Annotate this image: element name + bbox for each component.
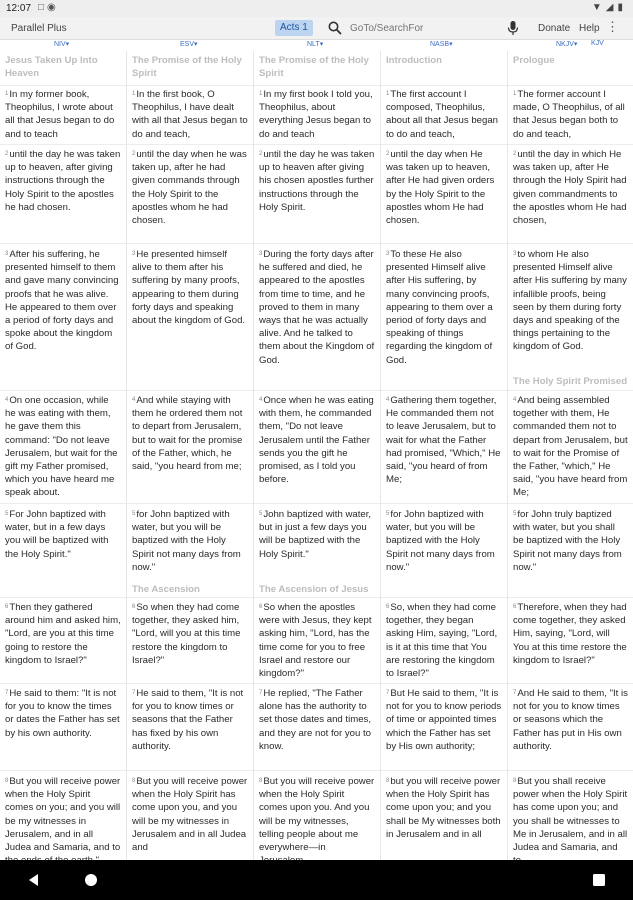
more-options-icon[interactable]: ⋮ (606, 19, 619, 34)
verse-cell[interactable]: $^8$but you will receive power when the Holy Spirit has come upon you; and you shall be My witnesses both in Jerusalem and in all (386, 776, 501, 840)
verse-cell[interactable]: $^6$Therefore, when they had come together, they asked Him, saying, "Lord, will You at this time restore the kingdom to Israel?" (513, 602, 627, 666)
section-heading: The Promise of the Holy Spirit (132, 55, 242, 80)
verse-cell[interactable]: $^5$for John baptized with water, but you will be baptized with the Holy Spirit not many days from now." (132, 509, 241, 573)
verse-cell[interactable]: $^5$for John baptized with water, but you will be baptized with the Holy Spirit not many days from now." (386, 509, 495, 573)
home-icon[interactable] (83, 872, 99, 888)
section-heading: The Ascension (132, 584, 200, 595)
verse-cell[interactable]: $^7$But He said to them, "It is not for you to know periods of time or appointed times which the Father has set by His own authority; (386, 688, 502, 752)
verse-cell[interactable]: $^8$But you shall receive power when the Holy Spirit has come upon you; and you shall be witnesses to Me in Jerusalem, and in all Judea and Samaria, and (513, 776, 628, 854)
app-toolbar (0, 17, 633, 40)
verse-cell[interactable]: $^7$He said to them, "It is not for you to know times or seasons that the Father has fixed by his own authority. (132, 688, 244, 752)
verse-cell[interactable]: $^6$Then they gathered around him and asked him, "Lord, are you at this time going to restore the kingdom to Israel?" (5, 602, 121, 666)
verse-cell[interactable]: $^5$John baptized with water, but in just a few days you will be baptized with the Holy Spirit." (259, 509, 372, 560)
verse-cell[interactable]: $^5$for John truly baptized with water, but you shall be baptized with the Holy Spirit not many days from now." (513, 509, 622, 573)
verse-cell[interactable]: $^7$And He said to them, "It is not for you to know times or seasons which the Father has put in His own authority. (513, 688, 628, 752)
verse-cell[interactable]: $^2$until the day he was taken up to heaven, after giving instructions through the Holy Spirit to the apostles he had chosen. (5, 149, 121, 213)
verse-cell[interactable]: $^6$So when they had come together, they asked him, "Lord, will you at this time restore the kingdom to Israel?" (132, 602, 241, 666)
verse-cell[interactable]: $^1$The former account I made, O Theophilus, of all that Jesus began both to do and teach, (513, 89, 625, 140)
version-header-kjv[interactable]: KJV (591, 40, 604, 47)
verse-cell[interactable]: $^7$He said to them: "It is not for you to know the times or dates the Father has set by his own authority. (5, 688, 120, 739)
verse-cell[interactable]: $^4$And being assembled together with them, He commanded them not to depart from Jerusalem, but to wait for the Promise of the Father, "which," He said, "you have heard from Me; (513, 395, 628, 499)
verse-cell[interactable]: $^8$But you will receive power when the Holy Spirit has come upon you, and you will be my witnesses in Jerusalem and in all Judea and (132, 776, 248, 854)
column-esv[interactable] (127, 51, 253, 860)
verse-cell[interactable]: $^3$To these He also presented Himself alive after His suffering, by many convincing proofs, appearing to them over a period of forty days and speaking of things regarding the kingdom of God. (386, 249, 493, 366)
version-header-nlt[interactable]: NLT▾ (307, 41, 324, 48)
verse-cell[interactable]: $^6$So, when they had come together, they began asking Him, saying, "Lord, is it at this time that You are restoring the kingdom to Israel?" (386, 602, 498, 680)
verse-cell[interactable]: $^4$And while staying with them he ordered them not to depart from Jerusalem, but to wait for the promise of the Father, which, he said, "you heard from me; (132, 395, 243, 473)
verse-cell[interactable]: $^2$until the day in which He was taken up, after He through the Holy Spirit had given commandments to the apostles whom He had chosen, (513, 149, 627, 227)
system-icons: ▼◢▮ (591, 2, 627, 13)
notification-icons: □◉ (38, 2, 59, 13)
app-title: Parallel Plus (11, 23, 67, 34)
verse-cell[interactable]: $^3$to whom He also presented Himself alive after His suffering by many infallible proofs, being seen by them during forty days and speaking of the things pertaining to the kingdom of God. (513, 249, 627, 353)
status-time: 12:07 (6, 3, 32, 14)
section-heading: The Ascension of Jesus (259, 584, 369, 595)
back-icon[interactable] (26, 872, 42, 888)
version-headers (0, 40, 633, 51)
verse-cell[interactable]: $^3$He presented himself alive to them after his suffering by many proofs, appearing to them during forty days and speaking about the kingdom of God. (132, 249, 246, 327)
status-bar (0, 0, 633, 17)
verse-cell[interactable]: $^2$until the day he was taken up to heaven after giving his chosen apostles further instructions through the Holy Spirit. (259, 149, 375, 213)
verse-cell[interactable]: $^2$until the day when he was taken up, after he had given commands through the Holy Spirit to the apostles whom he had chosen. (132, 149, 247, 227)
verse-cell[interactable]: $^4$On one occasion, while he was eating with them, he gave them this command: "Do not leave Jerusalem, but wait for the gift my Father promised, which you have heard me speak about. (5, 395, 118, 499)
section-heading: The Promise of the Holy Spirit (259, 55, 369, 80)
reference-button[interactable]: Acts 1 (275, 20, 313, 36)
verse-cell[interactable]: $^8$But you will receive power when the Holy Spirit comes upon you. And you will be my witnesses, telling people about me everywhere—in (259, 776, 375, 854)
verse-cell[interactable]: $^1$In the first book, O Theophilus, I have dealt with all that Jesus began to do and teach, (132, 89, 248, 140)
verse-cell[interactable]: $^1$In my former book, Theophilus, I wrote about all that Jesus began to do and to teach (5, 89, 115, 140)
version-header-esv[interactable]: ESV▾ (180, 41, 198, 48)
donate-button[interactable]: Donate (538, 23, 571, 34)
recent-apps-icon[interactable] (591, 872, 607, 888)
section-heading: Jesus Taken Up Into Heaven (5, 55, 98, 80)
verse-cell[interactable]: $^3$During the forty days after he suffered and died, he appeared to the apostles from time to time, and he proved to them in many ways that he was actually alive. And he talked to them about the Kingdom of God. (259, 249, 375, 366)
verse-cell[interactable]: $^4$Gathering them together, He commanded them not to leave Jerusalem, but to wait for what the Father had promised, "Which," He said, "you heard of from Me; (386, 395, 501, 486)
verse-cell[interactable]: $^3$After his suffering, he presented himself to them and gave many convincing proofs that he was alive. He appeared to them over a period of forty days and spoke about the kingdom of God. (5, 249, 119, 353)
search-icon[interactable] (327, 20, 343, 36)
verse-cell[interactable]: $^1$The first account I composed, Theophilus, about all that Jesus began to do and teach, (386, 89, 499, 140)
search-input[interactable] (350, 21, 500, 35)
column-nasb[interactable] (381, 51, 507, 860)
verse-cell[interactable]: $^1$In my first book I told you, Theophilus, about everything Jesus began to do and teach (259, 89, 373, 140)
help-button[interactable]: Help (579, 23, 600, 34)
section-heading: Prologue (513, 55, 555, 66)
verse-cell[interactable]: $^4$Once when he was eating with them, he commanded them, "Do not leave Jerusalem until the Father sends you the gift he promised, as I told you before. (259, 395, 374, 486)
verse-cell[interactable]: $^2$until the day when He was taken up to heaven, after He had given orders by the Holy Spirit to the apostles whom He had chosen. (386, 149, 495, 227)
verse-cell[interactable]: $^5$For John baptized with water, but in a few days you will be baptized with the Holy Spirit." (5, 509, 109, 560)
verse-cell[interactable]: $^6$So when the apostles were with Jesus, they kept asking him, "Lord, has the time come for you to free Israel and restore our kingdom?" (259, 602, 372, 680)
version-header-niv[interactable]: NIV▾ (54, 41, 70, 48)
column-nkjv[interactable] (508, 51, 633, 860)
section-heading: Introduction (386, 55, 442, 66)
column-niv[interactable] (0, 51, 126, 860)
navigation-bar (0, 860, 633, 900)
verse-cell[interactable]: $^8$But you will receive power when the Holy Spirit comes on you; and you will be my witnesses in Jerusalem, and in all Judea and Samaria, and to (5, 776, 121, 854)
verse-cell[interactable]: $^7$He replied, "The Father alone has the authority to set those dates and times, and they are not for you to know. (259, 688, 372, 752)
version-header-nkjv[interactable]: NKJV▾ (556, 41, 578, 48)
column-nlt[interactable] (254, 51, 380, 860)
section-heading: The Holy Spirit Promised (513, 376, 628, 387)
version-header-nasb[interactable]: NASB▾ (430, 41, 453, 48)
microphone-icon[interactable] (507, 20, 519, 36)
